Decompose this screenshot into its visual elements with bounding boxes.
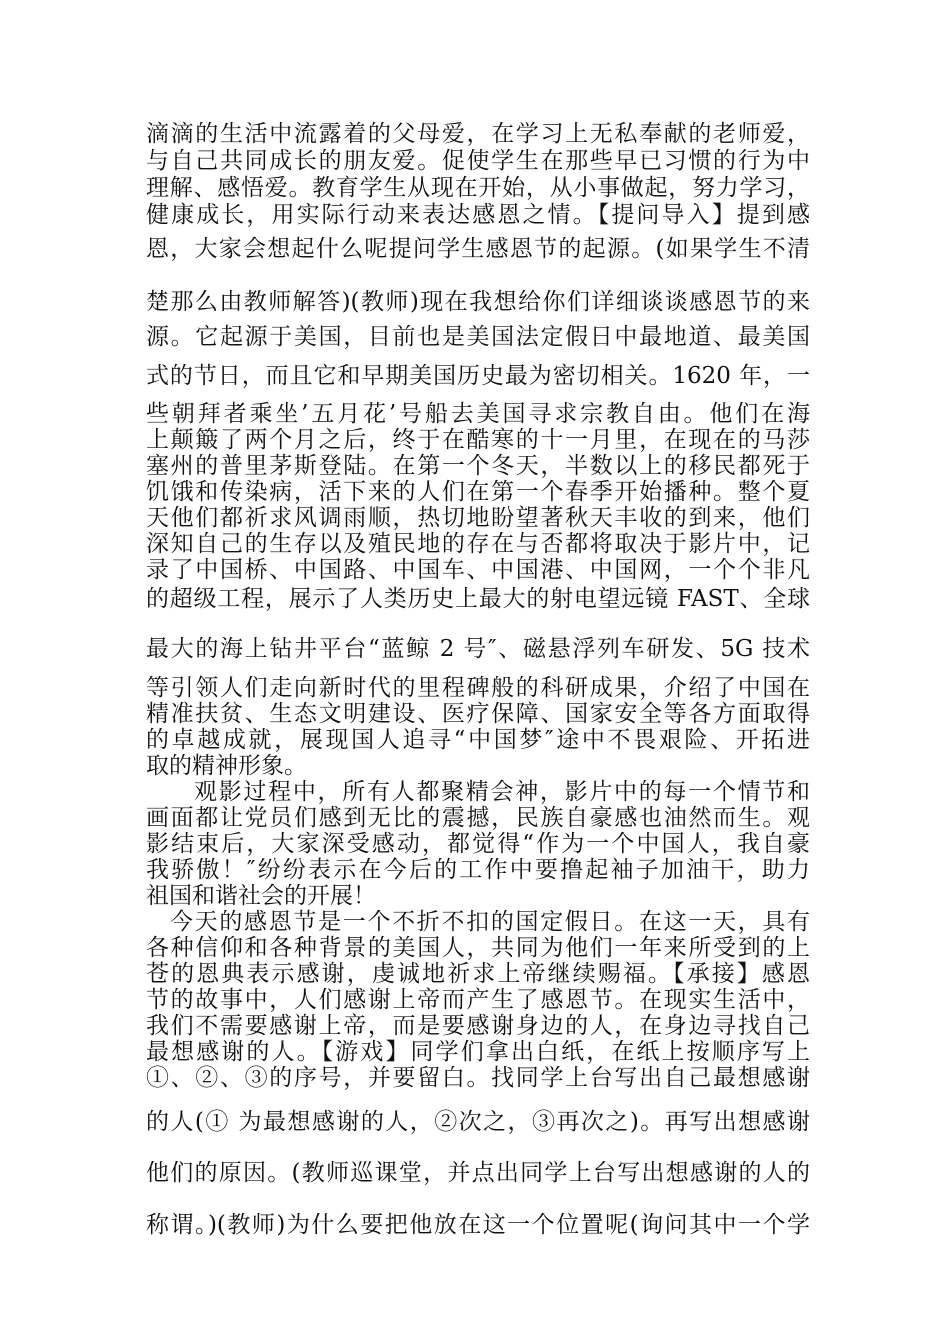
text-line: 等引领人们走向新时代的里程碑般的科研成果，介绍了中国在 (146, 675, 810, 701)
text-line: 饥饿和传染病，活下来的人们在第一个春季开始播种。整个夏 (146, 479, 810, 505)
text-line: 精准扶贫、生态文明建设、医疗保障、国家安全等各方面取得 (146, 701, 810, 727)
text-line: 各种信仰和各种背景的美国人，共同为他们一年来所受到的上 (146, 935, 810, 961)
text-line: 最大的海上钻井平台“蓝鲸 2 号″、磁悬浮列车研发、5G 技术 (146, 636, 810, 662)
text-line: 些朝拜者乘坐’五月花’号船去美国寻求宗教自由。他们在海 (146, 401, 810, 427)
text-line: 的超级工程，展示了人类历史上最大的射电望远镜 FAST、全球 (146, 586, 810, 612)
text-line: 滴滴的生活中流露着的父母爱，在学习上无私奉献的老师爱， (146, 121, 810, 147)
text-line: 最想感谢的人。【游戏】同学们拿出白纸，在纸上按顺序写上 (146, 1039, 810, 1065)
text-line: 深知自己的生存以及殖民地的存在与否都将取决于影片中，记 (146, 531, 810, 557)
text-line: 源。它起源于美国，目前也是美国法定假日中最地道、最美国 (146, 324, 810, 350)
text-line: 观影过程中，所有人都聚精会神，影片中的每一个情节和 (194, 779, 810, 805)
text-line: 取的精神形象。 (146, 753, 307, 779)
text-line: 塞州的普里茅斯登陆。在第一个冬天，半数以上的移民都死于 (146, 453, 810, 479)
text-line: 节的故事中，人们感谢上帝而产生了感恩节。在现实生活中， (146, 987, 810, 1013)
text-line: 上颠簸了两个月之后，终于在酷寒的十一月里，在现在的马莎 (146, 427, 810, 453)
text-line: 他们的原因。(教师巡课堂，并点出同学上台写出想感谢的人的 (146, 1160, 810, 1186)
text-line: 今天的感恩节是一个不折不扣的国定假日。在这一天，具有 (170, 909, 810, 935)
text-line: 的卓越成就，展现国人追寻“中国梦″途中不畏艰险、开拓进 (146, 727, 810, 753)
text-line: 式的节日，而且它和早期美国历史最为密切相关。1620 年，一 (146, 363, 810, 389)
text-line: 影结束后，大家深受感动，都觉得“作为一个中国人，我自豪 (146, 831, 810, 857)
text-line: 天他们都祈求风调雨顺，热切地盼望著秋天丰收的到来，他们 (146, 505, 810, 531)
text-line: 我骄傲！″纷纷表示在今后的工作中要撸起袖子加油干，助力 (146, 857, 810, 883)
text-line: 健康成长，用实际行动来表达感恩之情。【提问导入】提到感 (146, 202, 810, 228)
text-line: 我们不需要感谢上帝，而是要感谢身边的人，在身边寻找自己 (146, 1013, 810, 1039)
text-line: ①、②、③的序号，并要留白。找同学上台写出自己最想感谢 (146, 1065, 810, 1091)
text-line: 的人(① 为最想感谢的人，②次之，③再次之)。再写出想感谢 (146, 1109, 810, 1135)
text-line: 理解、感悟爱。教育学生从现在开始，从小事做起，努力学习， (146, 175, 810, 201)
text-line: 录了中国桥、中国路、中国车、中国港、中国网，一个个非凡 (146, 557, 810, 583)
text-line: 祖国和谐社会的开展！ (146, 883, 376, 909)
text-line: 苍的恩典表示感谢，虔诚地祈求上帝继续赐福。【承接】感恩 (146, 961, 810, 987)
text-line: 与自己共同成长的朋友爱。促使学生在那些早已习惯的行为中 (146, 148, 810, 174)
text-line: 称谓。)(教师)为什么要把他放在这一个位置呢(询问其中一个学 (146, 1212, 810, 1238)
text-line: 恩，大家会想起什么呢提问学生感恩节的起源。(如果学生不清 (146, 236, 810, 262)
text-line: 楚那么由教师解答)(教师)现在我想给你们详细谈谈感恩节的来 (146, 289, 810, 315)
text-line: 画面都让党员们感到无比的震撼，民族自豪感也油然而生。观 (146, 805, 810, 831)
